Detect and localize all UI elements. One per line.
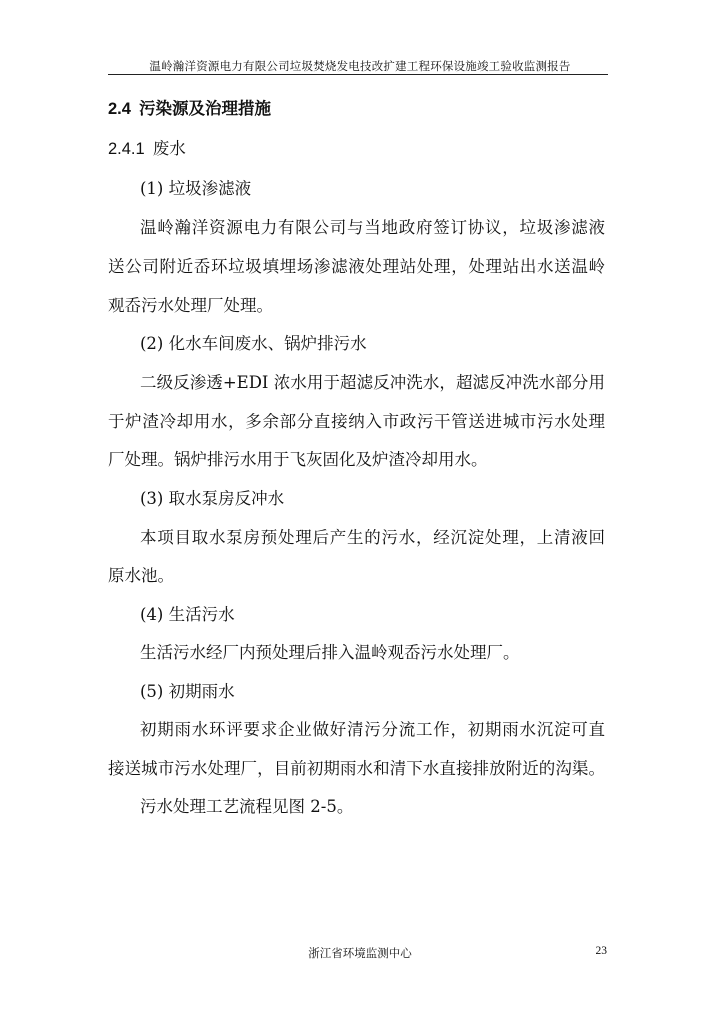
header-rule	[108, 74, 608, 75]
item-heading: (3) 取水泵房反冲水	[140, 489, 285, 508]
item-heading: (4) 生活污水	[140, 605, 235, 624]
subsection-title: 废水	[152, 139, 186, 158]
page-number: 23	[595, 945, 607, 957]
paragraph-line: 原水池。	[108, 566, 174, 585]
closing-line: 污水处理工艺流程见图 2-5。	[140, 797, 354, 816]
paragraph-line: 观岙污水处理厂处理。	[108, 296, 273, 315]
paragraph-line: 于炉渣冷却用水，多余部分直接纳入市政污干管送进城市污水处理	[108, 412, 605, 431]
subsection-heading	[108, 135, 186, 159]
section-title: 污染源及治理措施	[138, 99, 271, 118]
running-header: 温岭瀚洋资源电力有限公司垃圾焚烧发电技改扩建工程环保设施竣工验收监测报告	[149, 59, 571, 73]
paragraph-line: 本项目取水泵房预处理后产生的污水，经沉淀处理，上清液回	[140, 528, 605, 547]
paragraph-line: 二级反渗透+EDI 浓水用于超滤反冲洗水，超滤反冲洗水部分用	[140, 373, 605, 392]
section-number: 2.4	[108, 100, 131, 118]
footer-organization: 浙江省环境监测中心	[308, 946, 412, 960]
section-heading	[108, 95, 271, 119]
paragraph-line: 接送城市污水处理厂，目前初期雨水和清下水直接排放附近的沟渠。	[108, 759, 605, 778]
subsection-number: 2.4.1	[108, 140, 145, 158]
item-heading: (2) 化水车间废水、锅炉排污水	[140, 334, 367, 353]
paragraph-line: 生活污水经厂内预处理后排入温岭观岙污水处理厂。	[140, 643, 520, 662]
item-heading: (5) 初期雨水	[140, 682, 235, 701]
paragraph-line: 送公司附近岙环垃圾填埋场渗滤液处理站处理，处理站出水送温岭	[108, 257, 605, 276]
item-heading: (1) 垃圾渗滤液	[140, 179, 252, 198]
paragraph-line: 温岭瀚洋资源电力有限公司与当地政府签订协议，垃圾渗滤液	[140, 218, 605, 237]
paragraph-line: 初期雨水环评要求企业做好清污分流工作，初期雨水沉淀可直	[140, 720, 605, 739]
paragraph-line: 厂处理。锅炉排污水用于飞灰固化及炉渣冷却用水。	[108, 450, 488, 469]
